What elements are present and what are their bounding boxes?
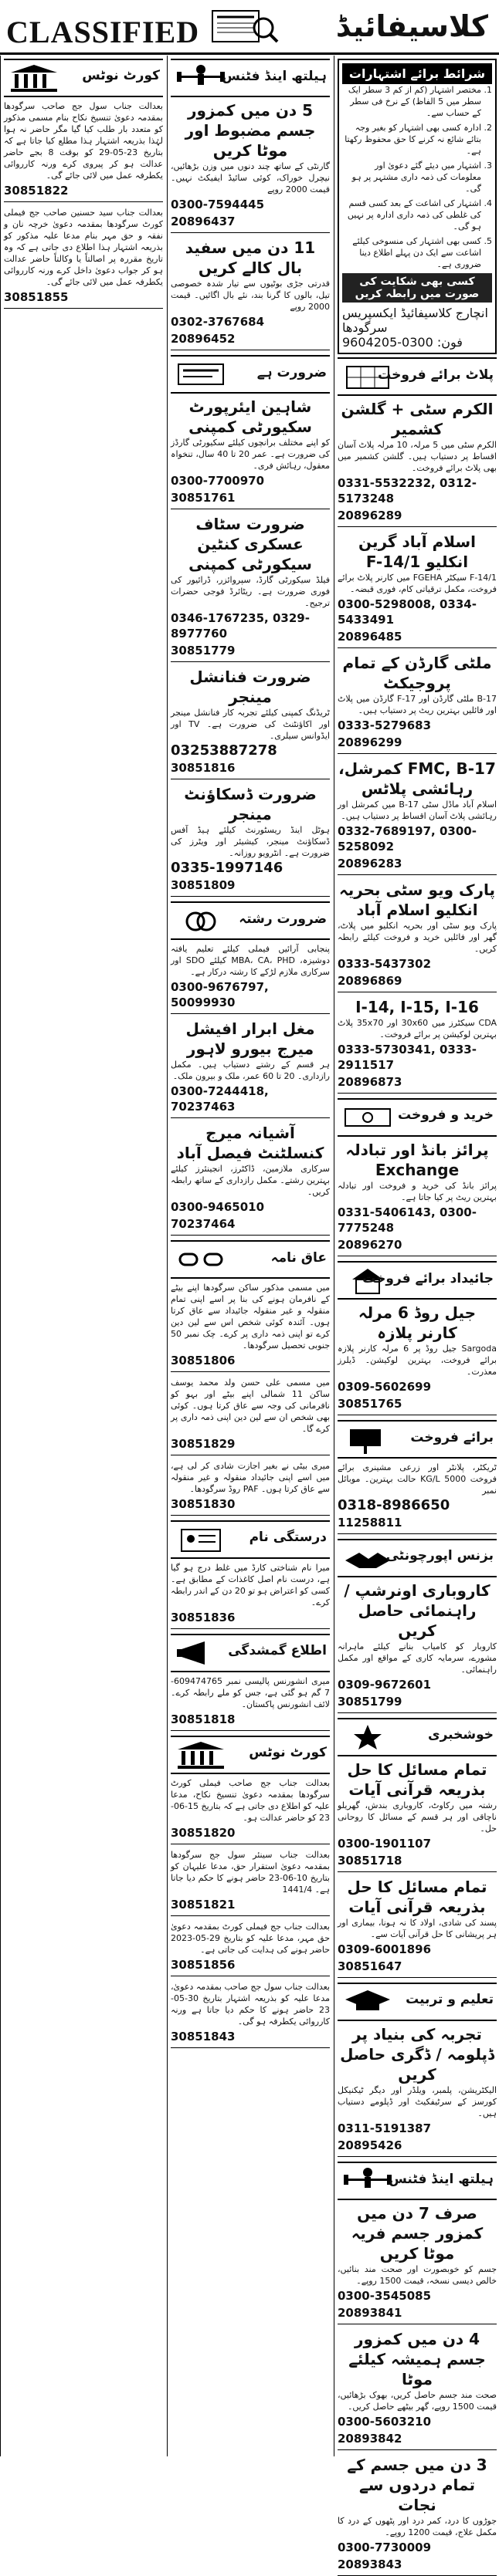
ad-reference: 30851779 — [171, 644, 236, 658]
ad-body: قدرتی جڑی بوٹیوں سے تیار شدہ خصوصی تیل، بالوں کا گرنا بند، نئے بال اگائیں۔ قیمت 2000 روپے — [171, 279, 330, 312]
ad-reference: 30851820 — [171, 1826, 236, 1840]
section-title: ہیلتھ اینڈ فٹنس — [389, 2172, 494, 2187]
ad-body: فیلڈ سیکورٹی گارڈ، سپروائزر، ڈرائیور کی فوری ضرورت ہے۔ ریٹائرڈ فوجی حضرات ترجیح۔ — [171, 575, 330, 608]
ad — [171, 514, 330, 662]
ad-headline: آشیانہ میرج کنسلٹنٹ فیصل آباد — [176, 1124, 324, 1162]
notice-text: بعدالت جناب سول جج صاحب سرگودھا بمقدمہ دعویٰ تنسیخ نکاح بنام مسمی مذکور کو متعدد بار طلب کیا گیا مگر حاضر نہ ہوا لہٰذا بذریعہ اشتہار ہذا مطلع کیا جاتا ہے کہ بتاریخ 23-05-29 کو بوقت 8 بجے حاضر عدالت ہو کر پیروی کرے ورنہ کارروائی یکطرفہ عمل میں لائی جائے گی۔ — [4, 101, 163, 181]
ad-body: الیکٹریشن، پلمبر، ویلڈر اور دیگر ٹیکنیکل کورسز کے سرٹیفکیٹ اور ڈپلومے دستیاب ہیں۔ — [338, 2085, 497, 2118]
ad-reference: 20893841 — [338, 2306, 402, 2320]
ad-headline: پارک ویو سٹی بحریہ انکلیو اسلام آباد — [338, 881, 496, 919]
ad-headline: ضرورت فنانشل مینجر — [189, 668, 311, 706]
ad-reference: 20895426 — [338, 2138, 402, 2152]
ad-reference: 20896485 — [338, 630, 402, 644]
ad-phone: 0309-9672601 — [338, 1678, 432, 1692]
rates-item: 2. ادارہ کسی بھی اشتہار کو بغیر وجہ بتائے شائع نہ کرنے کا حق محفوظ رکھتا ہے۔ — [342, 122, 481, 157]
ad-phone: 0300-9676797, 50099930 — [171, 980, 269, 1009]
ad-headline: I-14, I-15, I-16 — [355, 998, 479, 1016]
broken-chain-icon — [174, 1245, 228, 1274]
ad-body: بعدالت جناب جج فیملی کورٹ بمقدمہ دعویٰ حق مہر، مدعا علیہ کو بتاریخ 29-05-2023 حاضر ہونے کی ہدایت کی جاتی ہے۔ — [171, 1922, 330, 1955]
ad-reference: 30851818 — [171, 1712, 236, 1726]
court-notice — [171, 1921, 330, 1976]
ad-phone: 0335-1997146 — [171, 860, 283, 876]
ad-phone: 0300-5298008, 0334-5433491 — [338, 597, 477, 627]
ad — [171, 397, 330, 509]
ad-headline: 5 دن میں کمزور جسم مضبوط اور موٹا کریں — [185, 101, 316, 160]
ad — [171, 1460, 330, 1516]
ad-phone: 0333-5730341, 0333-2911517 — [338, 1043, 477, 1072]
graduation-cap-icon — [341, 1987, 395, 2017]
section-title: ہیلتھ اینڈ فٹنس — [222, 69, 327, 84]
header-title-english: CLASSIFIED — [6, 15, 200, 49]
ad-phone: 03253887278 — [171, 742, 277, 759]
section-title: اطلاع گمشدگی — [228, 1643, 327, 1658]
ad — [338, 1760, 497, 1872]
ad-reference: 30851718 — [338, 1854, 402, 1868]
ad — [171, 943, 330, 1014]
rates-item: 3. اشتہار میں دیئے گئے دعویٰ اور معلومات کی ذمہ داری مشتہر پر ہو گی۔ — [342, 160, 481, 194]
ad-reference: 30851821 — [171, 1898, 236, 1912]
ad-reference: 20896283 — [338, 857, 402, 870]
section-header — [338, 1098, 497, 1137]
ad-body: F-14/1 سیکٹر FGEHA میں کارنر پلاٹ برائے فروخت، مکمل ترقیاتی کام، فوری قبضہ۔ — [338, 573, 497, 594]
wedding-rings-icon — [174, 906, 228, 935]
ad-body: ٹریکٹر، پلانٹر اور زرعی مشینری برائے فروخت 5000 KG/L حالت بہترین۔ موبائل نمبر — [338, 1462, 497, 1496]
ad-reference: 20896873 — [338, 1075, 402, 1089]
ad-body: B-17 ملٹی گارڈن اور F-17 گارڈن میں پلاٹ اور فائلیں بہترین ریٹ پر دستیاب ہیں۔ — [338, 694, 497, 715]
court-notice — [171, 1849, 330, 1916]
fitness-icon — [341, 2166, 395, 2196]
ad-phone: 0300-7244418, 70237463 — [171, 1084, 269, 1114]
header-title-urdu: کلاسیفائیڈ — [335, 9, 488, 43]
help-wanted-icon — [174, 360, 228, 389]
section-header — [171, 355, 330, 394]
contact-title: انچارج کلاسیفائیڈ ایکسپریس سرگودھا — [342, 306, 488, 335]
ad — [171, 784, 330, 897]
court-notice — [171, 1777, 330, 1844]
ad — [338, 2455, 497, 2576]
ad-body: گارنٹی کے ساتھ چند دنوں میں وزن بڑھائیں، نیچرل خوراک، کوئی سائیڈ ایفیکٹ نہیں۔ قیمت 2000 روپے — [171, 161, 330, 194]
section-title: خرید و فروخت — [398, 1107, 494, 1123]
ad-headline: ضرورت ڈسکاؤنٹ مینجر — [184, 785, 317, 823]
section-header — [338, 357, 497, 396]
ad-reference: 20893843 — [338, 2557, 402, 2571]
ad-body: کاروبار کو کامیاب بنانے کیلئے ماہرانہ مشورے، سرمایہ کاری کے مواقع اور مکمل راہنمائی۔ — [338, 1641, 497, 1675]
ad — [171, 1123, 330, 1236]
ad-headline: صرف 7 دن میں کمزور جسم فریہ موٹا کریں — [351, 2204, 484, 2263]
ad-body: میری بیٹی نے بغیر اجازت شادی کر لی ہے، میں اسے اپنی جائیداد منقولہ و غیر منقولہ سے عاق کرتا ہوں۔ PAF روڈ سرگودھا۔ — [171, 1461, 330, 1494]
rates-item: 4. اشتہار کی اشاعت کے بعد کسی قسم کی غلطی کی ذمہ داری ادارہ پر نہیں ہو گی۔ — [342, 198, 481, 232]
ad-body: اسلام آباد ماڈل سٹی B-17 میں کمرشل اور رہائشی پلاٹ آسان اقساط پر دستیاب ہیں۔ — [338, 800, 497, 821]
megaphone-icon — [174, 1638, 228, 1668]
complaint-bar: کسی بھی شکایت کی صورت میں رابطہ کریں — [342, 273, 492, 303]
section-title: بزنس اپورچونٹی — [385, 1548, 494, 1564]
ad-headline: جیل روڈ 6 مرلہ کارنر پلازہ — [358, 1303, 477, 1342]
ad-reference: 30851822 — [4, 184, 69, 198]
ad — [338, 2024, 497, 2157]
courthouse-icon — [7, 63, 61, 93]
ad-reference: 30851647 — [338, 1959, 402, 1973]
ad — [338, 2329, 497, 2450]
ad — [338, 880, 497, 992]
ad — [338, 997, 497, 1094]
ad-phone: 0309-6001896 — [338, 1942, 432, 1956]
section-title: کورٹ نوٹس — [249, 1745, 327, 1760]
ad-phone: 0333-5437302 — [338, 957, 432, 971]
ad-reference: 30851836 — [171, 1611, 236, 1624]
ad-body: میری انشورنس پالیسی نمبر 609474765-7 گم ہو گئی ہے، جس کو ملے رابطہ کرے۔ لائف انشورنس پاکستان۔ — [171, 1676, 330, 1709]
ad-phone: 0332-7689197, 0300-5258092 — [338, 824, 477, 854]
ad-body: صحت مند جسم حاصل کریں، بھوک بڑھائیں، قیمت 1500 روپے، گھر بیٹھے حاصل کریں۔ — [338, 2390, 497, 2412]
ad-headline: 3 دن میں جسم کے تمام دردوں سے نجات — [347, 2456, 487, 2514]
ad-body: بعدالت جناب سینئر سول جج سرگودھا بمقدمہ دعویٰ استقرار حق، مدعا علیہان کو بتاریخ 10-06-23 حاضر ہونے کا حکم دیا جاتا ہے۔ 1441/4 — [171, 1850, 330, 1895]
section-header — [338, 1718, 497, 1756]
ad-body: ٹریڈنگ کمپنی کیلئے تجربہ کار فنانشل مینجر اور اکاؤنٹنٹ کی ضرورت ہے۔ TV اور ایڈوانس سیلری۔ — [171, 708, 330, 741]
ad-headline: پرائز بانڈ اور تبادلہ Exchange — [345, 1141, 489, 1179]
section-header — [171, 1240, 330, 1279]
ad-body: جوڑوں کا درد، کمر درد اور پٹھوں کے درد کا مکمل علاج، قیمت 1200 روپے۔ — [338, 2516, 497, 2537]
rates-item: 1. مختصر اشتہار (کم از کم 3 سطر ایک سطر میں 5 الفاظ) کے نرخ فی سطر کے حساب سے۔ — [342, 84, 481, 119]
ad-headline: ملٹی گارڈن کے تمام پروجیکٹ — [342, 654, 492, 692]
ad — [338, 399, 497, 527]
ad-reference: 30851816 — [171, 761, 236, 775]
section-title: عاق نامہ — [270, 1250, 327, 1266]
section-header — [4, 59, 163, 97]
column-middle — [167, 56, 333, 2456]
ad-reference: 30851830 — [171, 1497, 236, 1511]
ad — [171, 1675, 330, 1731]
ad-body: پسند کی شادی، اولاد کا نہ ہونا، بیماری اور ہر پریشانی کا حل قرآنی آیات سے۔ — [338, 1918, 497, 1939]
court-notice — [4, 100, 163, 202]
ad-reference: 70237464 — [171, 1217, 236, 1231]
section-title: درستگی نام — [249, 1530, 327, 1545]
ad-headline: FMC, B-17 کمرشل، رہائشی پلاٹس — [338, 759, 496, 798]
ad-phone: 0309-5602699 — [338, 1380, 432, 1394]
ad — [338, 1140, 497, 1256]
page-header — [0, 0, 499, 55]
ad-body: پارک ویو سٹی اور بحریہ انکلیو میں پلاٹ، گھر اور فائلیں خرید و فروخت کیلئے رابطہ کریں۔ — [338, 921, 497, 954]
ad — [171, 1562, 330, 1629]
ad-body: پنجابی آرائیں فیملی کیلئے تعلیم یافتہ دوشیزہ، MBA، CA، PHD کیلئے SDO اور سرکاری ملازم لڑکے کا رشتہ درکار ہے۔ — [171, 944, 330, 977]
ad — [338, 653, 497, 754]
ad-body: بعدالت جناب سول جج صاحب بمقدمہ دعویٰ، مدعا علیہ کو بذریعہ اشتہار بتاریخ 30-05-23 حاضر ہونے کا حکم دیا جاتا ہے ورنہ کارروائی یکطرفہ ہو گی۔ — [171, 1982, 330, 2027]
ad-reference: 30851765 — [338, 1397, 402, 1411]
ad-body: CDA سیکٹرز میں 30x60 اور 35x70 پلاٹ بہترین لوکیشن پر برائے فروخت۔ — [338, 1018, 497, 1040]
ad-body: میرا نام شناختی کارڈ میں غلط درج ہو گیا ہے، درست نام اصل کاغذات کے مطابق ہے۔ کسی کو اعتراض ہو تو 20 دن کے اندر رابطہ کرے۔ — [171, 1563, 330, 1607]
ad — [338, 2203, 497, 2324]
section-title: پلاٹ برائے فروخت — [378, 367, 494, 383]
ad — [171, 1019, 330, 1118]
ad — [171, 238, 330, 350]
ad-phone: 0311-5191387 — [338, 2121, 432, 2135]
ad-body: رشتہ میں رکاوٹ، کاروباری بندش، گھریلو ناچاقی اور ہر قسم کے مسائل کا روحانی حل۔ — [338, 1800, 497, 1834]
ad-headline: 11 دن میں سفید بال کالے کریں — [185, 238, 316, 277]
ad — [338, 1462, 497, 1534]
section-title: برائے فروخت — [410, 1430, 494, 1445]
section-header — [171, 1520, 330, 1559]
ad-reference: 30851829 — [171, 1437, 236, 1451]
section-title: تعلیم و تربیت — [406, 1992, 494, 2007]
ad-headline: 4 دن میں کمزور جسم ہمیشہ کیلئے موٹا — [348, 2330, 486, 2388]
ad-body: جسم کو خوبصورت اور صحت مند بنائیں، خالص دیسی نسخہ، قیمت 1500 روپے۔ — [338, 2264, 497, 2286]
ad-phone: 0302-3767684 — [171, 315, 265, 329]
ad-body: پرائز بانڈ کی خرید و فروخت اور تبادلہ بہترین ریٹ پر کیا جاتا ہے۔ — [338, 1181, 497, 1202]
for-sale-sign-icon — [341, 1425, 395, 1454]
ad — [171, 1282, 330, 1372]
ad — [171, 667, 330, 779]
ad-reference: 20896289 — [338, 509, 402, 522]
ad-headline: شاہین ایئرپورٹ سکیورٹی کمپنی — [188, 397, 312, 436]
ad-body: بعدالت جناب جج صاحب فیملی کورٹ سرگودھا بمقدمہ دعویٰ تنسیخ نکاح، مدعا علیہ کو اطلاع دی جاتی ہے کہ بتاریخ 15-06-23 کو حاضر عدالت ہو۔ — [171, 1778, 330, 1823]
ad-headline: تجربہ کی بنیاد پر ڈپلومہ / ڈگری حاصل کریں — [340, 2025, 494, 2084]
star-icon — [341, 1722, 395, 1752]
court-notice — [171, 1981, 330, 2048]
ad-reference: 20896869 — [338, 974, 402, 988]
ad-phone: 0300-7594445 — [171, 198, 265, 211]
ad-reference: 30851799 — [338, 1695, 402, 1709]
section-title: ضرورت رشتہ — [239, 911, 327, 927]
section-title: ضرورت ہے — [256, 365, 327, 380]
ad-phone: 0300-7730009 — [338, 2541, 432, 2554]
ad-headline: کاروباری اونرشپ / راہنمائی حاصل کریں — [344, 1581, 491, 1640]
ad-headline: ضرورت سٹاف عسکری کنٹین سیکورٹی کمپنی — [188, 515, 312, 573]
ad — [171, 1377, 330, 1455]
ad-reference: 30851761 — [171, 491, 236, 505]
ad-reference: 30851856 — [171, 1958, 236, 1972]
rates-box — [338, 59, 497, 354]
section-header — [171, 1736, 330, 1774]
ad-phone: 0300-5603210 — [338, 2415, 432, 2429]
ad-headline: اسلام آباد گرین انکلیو F-14/1 — [358, 532, 476, 571]
ad-reference: 30851843 — [171, 2030, 236, 2044]
section-header — [338, 1261, 497, 1300]
section-header — [171, 901, 330, 940]
section-header — [338, 1420, 497, 1459]
section-header — [338, 2162, 497, 2200]
section-title: کورٹ نوٹس — [82, 68, 160, 83]
ad — [338, 532, 497, 648]
court-notice — [4, 207, 163, 309]
ad-body: الکرم سٹی میں 5 مرلہ، 10 مرلہ پلاٹ آسان اقساط پر دستیاب ہیں۔ گلشن کشمیر میں بھی پلاٹ برائے فروخت۔ — [338, 440, 497, 473]
column-right — [334, 56, 499, 2571]
ad-body: ہر قسم کے رشتے دستیاب ہیں۔ مکمل رازداری۔ 20 تا 60 عمر، ملک و بیرون ملک۔ — [171, 1060, 330, 1081]
ad-body: سرکاری ملازمین، ڈاکٹرز، انجینئرز کیلئے بہترین رشتے۔ مکمل رازداری کے ساتھ رابطہ کریں۔ — [171, 1164, 330, 1197]
ad-body: Sargoda جیل روڈ پر 6 مرلہ کارنر پلازہ برائے فروخت، بہترین لوکیشن۔ ڈیلرز معذرت۔ — [338, 1344, 497, 1377]
section-title: خوشخبری — [428, 1727, 494, 1743]
ad-body: کو اپنے مختلف برانچوں کیلئے سکیورٹی گارڈز کی ضرورت ہے۔ عمر 20 تا 40 سال، تنخواہ معقول، رہائش فری۔ — [171, 438, 331, 471]
ad-body: ہوٹل اینڈ ریسٹورنٹ کیلئے ہیڈ آفس ڈسکاؤنٹ مینجر، کیشیئر اور ویٹرز کی ضرورت ہے۔ انٹرویو روزانہ۔ — [171, 825, 330, 858]
ad-reference: 20896452 — [171, 332, 236, 346]
ad — [338, 1877, 497, 1978]
newspaper-icon — [197, 6, 282, 46]
notice-text: بعدالت جناب سید حسنین صاحب جج فیملی کورٹ سرگودھا بمقدمہ دعویٰ خرچہ نان و نفقہ و حق مہر بنام مدعا علیہ مذکور کو بذریعہ اشتہار ہذا اطلاع دی جاتی ہے کہ وہ تاریخ مقررہ پر اصالتاً یا وکالتاً حاضر عدالت ہو کر جواب دعویٰ داخل کرے ورنہ کارروائی یکطرفہ عمل میں لائی جائے گی۔ — [4, 208, 163, 287]
ad-reference: 30851806 — [171, 1354, 236, 1367]
rates-list — [342, 84, 492, 270]
ad — [338, 1303, 497, 1415]
ad-reference: 11258811 — [338, 1516, 402, 1530]
ad — [171, 100, 330, 233]
section-header — [171, 1634, 330, 1672]
ad-reference: 20893842 — [338, 2432, 402, 2446]
ad-phone: 0300-1901107 — [338, 1837, 432, 1851]
ad-reference: 30851855 — [4, 290, 69, 304]
ad-body: میں مسمی علی حسن ولد محمد یوسف ساکن 11 شمالی اپنے بیٹے اور بہو کو نافرمانی کی وجہ سے عاق کرتا ہوں۔ کوئی بھی شخص ان سے لین دین اپنی ذمہ داری پر کرے گا۔ — [171, 1378, 330, 1434]
section-header — [338, 1539, 497, 1577]
ad-phone: 0300-3545085 — [338, 2289, 432, 2303]
ad-reference: 20896299 — [338, 735, 402, 749]
ad-headline: الکرم سٹی + گلشن کشمیر — [341, 400, 494, 438]
ad-phone: 0300-9465010 — [171, 1200, 265, 1214]
ad-phone: 0331-5532232, 0312-5173248 — [338, 476, 477, 505]
ad-headline: تمام مسائل کا حل بذریعہ قرآنی آیات — [347, 1760, 487, 1799]
ad-phone: 0318-8986650 — [338, 1497, 450, 1513]
fitness-icon — [174, 63, 228, 93]
ad-body: میں مسمی مذکور ساکن سرگودھا اپنے بیٹے کے نافرمان ہونے کی بنا پر اسے اپنی تمام منقولہ و غیر منقولہ جائیداد سے عاق کرتا ہوں۔ آئندہ کوئی شخص اس سے لین دین کرے تو اپنی ذمہ داری پر کرے۔ چک نمبر 50 جنوبی تحصیل سرگودھا۔ — [171, 1283, 330, 1351]
ad-headline: تمام مسائل کا حل بذریعہ قرآنی آیات — [347, 1878, 487, 1916]
section-header — [171, 59, 330, 97]
contact-phone: فون: 0300-9604205 — [342, 335, 463, 350]
rates-title: شرائط برائے اشتہارات — [342, 63, 492, 84]
ad-phone: 0331-5406143, 0300-7775248 — [338, 1205, 477, 1235]
ad-phone: 0300-7700970 — [171, 474, 265, 488]
money-icon — [341, 1103, 395, 1132]
column-left — [0, 56, 166, 2456]
rates-item: 5. کسی بھی اشتہار کی منسوخی کیلئے اشاعت سے ایک دن پہلے اطلاع دینا ضروری ہے۔ — [342, 235, 481, 270]
ad-reference: 30851809 — [171, 878, 236, 892]
section-header — [338, 1983, 497, 2021]
ad-phone: 0333-5279683 — [338, 718, 432, 732]
ad-headline: مغل ابرار افیشل میرج بیورو لاہور — [185, 1019, 315, 1058]
courthouse-icon — [174, 1740, 228, 1770]
section-title: جائیداد برائے فروخت — [362, 1271, 494, 1286]
ad — [338, 759, 497, 875]
ad-reference: 20896437 — [171, 215, 236, 228]
id-card-icon — [174, 1525, 228, 1554]
ad-reference: 20896270 — [338, 1238, 402, 1252]
ad-phone: 0346-1767235, 0329-8977760 — [171, 611, 310, 641]
ad — [338, 1580, 497, 1713]
